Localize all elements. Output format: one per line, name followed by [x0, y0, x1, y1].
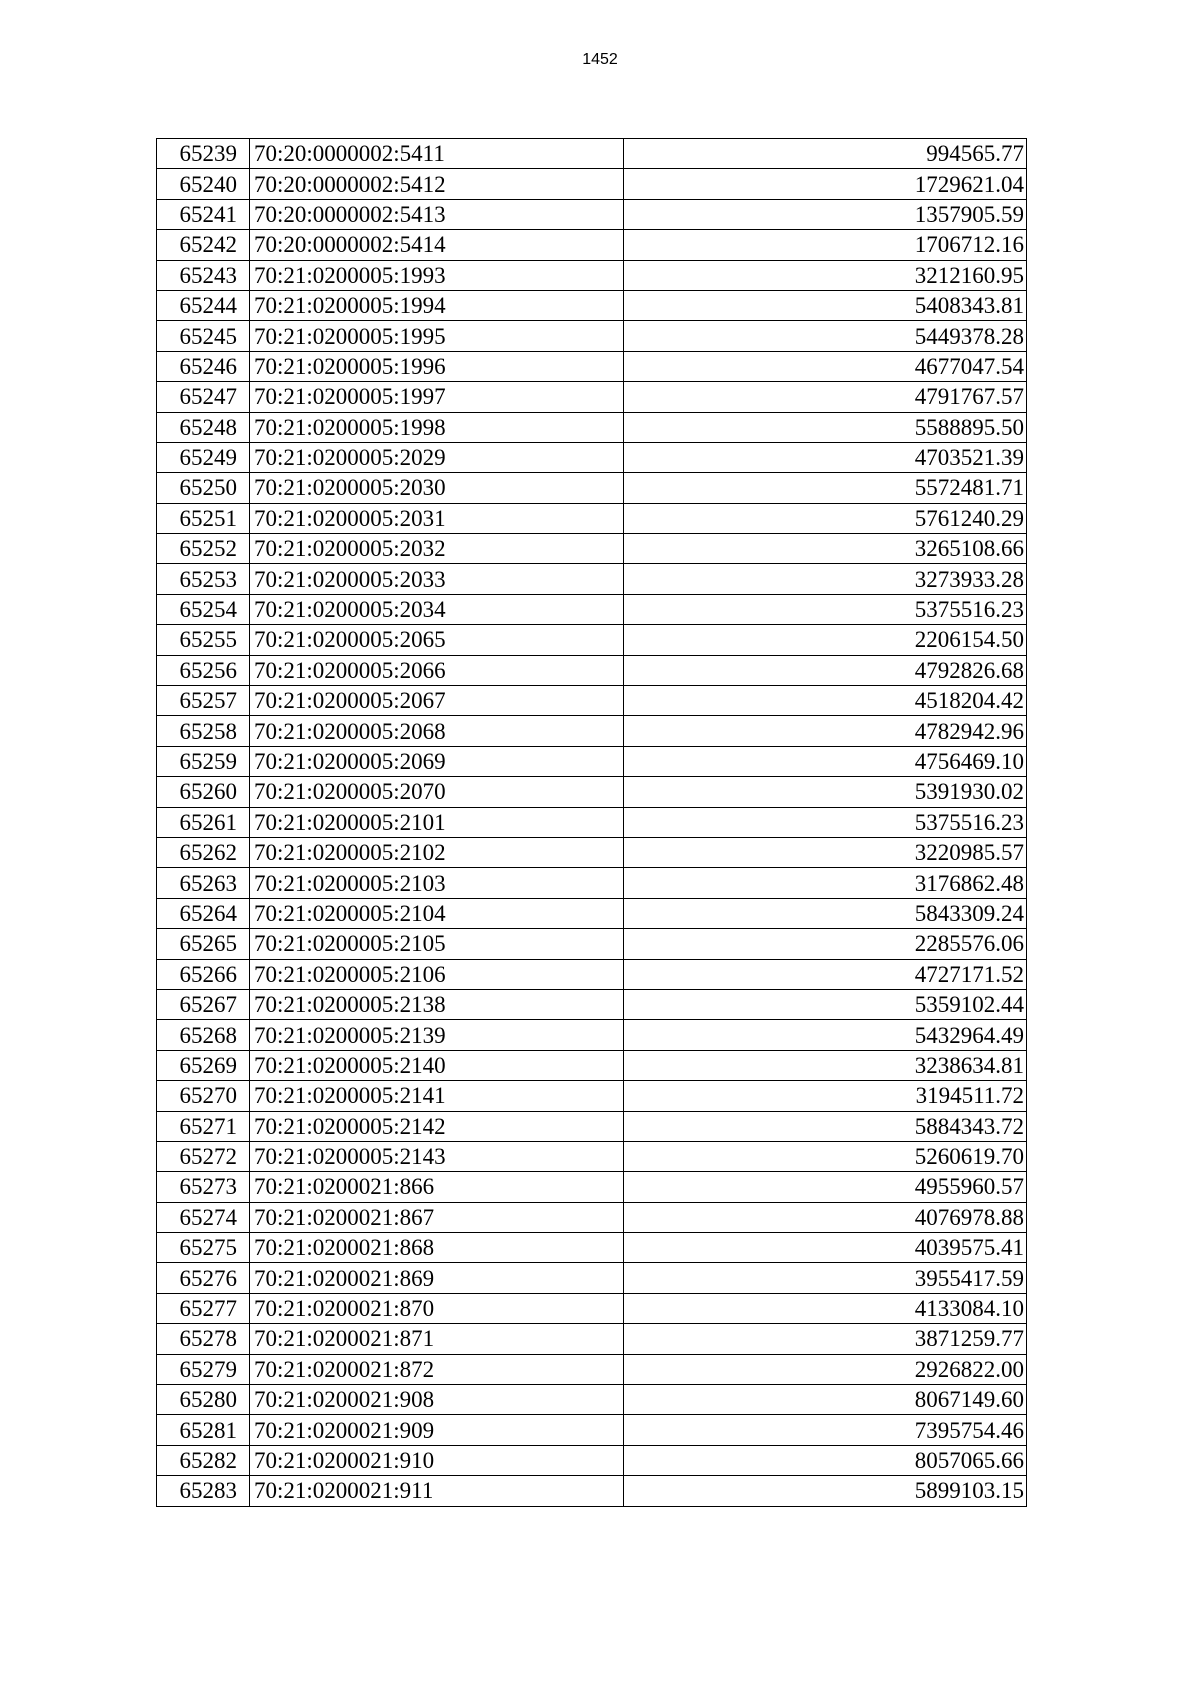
- cadastral-number-cell: 70:21:0200005:2106: [250, 959, 624, 989]
- row-number-cell: 65257: [157, 686, 250, 716]
- cadastral-number-cell: 70:21:0200021:910: [250, 1445, 624, 1475]
- table-row: [157, 534, 1027, 564]
- table-row: [157, 382, 1027, 412]
- cadastral-value-cell: 3194511.72: [624, 1081, 1027, 1111]
- cadastral-number-cell: 70:21:0200005:2070: [250, 777, 624, 807]
- table-row: [157, 1141, 1027, 1171]
- cadastral-value-cell: 4756469.10: [624, 746, 1027, 776]
- cadastral-number-cell: 70:21:0200005:2066: [250, 655, 624, 685]
- cadastral-value-cell: 5359102.44: [624, 989, 1027, 1019]
- cadastral-number-cell: 70:21:0200005:1994: [250, 290, 624, 320]
- cadastral-number-cell: 70:20:0000002:5411: [250, 139, 624, 169]
- row-number-cell: 65281: [157, 1415, 250, 1445]
- cadastral-value-cell: 5761240.29: [624, 503, 1027, 533]
- cadastral-number-cell: 70:21:0200005:2031: [250, 503, 624, 533]
- cadastral-value-cell: 4782942.96: [624, 716, 1027, 746]
- table-row: [157, 1354, 1027, 1384]
- cadastral-number-cell: 70:21:0200005:2101: [250, 807, 624, 837]
- row-number-cell: 65266: [157, 959, 250, 989]
- cadastral-number-cell: 70:21:0200005:2104: [250, 898, 624, 928]
- cadastral-number-cell: 70:21:0200005:2032: [250, 534, 624, 564]
- row-number-cell: 65272: [157, 1141, 250, 1171]
- table-row: [157, 686, 1027, 716]
- row-number-cell: 65254: [157, 594, 250, 624]
- table-row: [157, 139, 1027, 169]
- table-row: [157, 625, 1027, 655]
- cadastral-number-cell: 70:21:0200005:1995: [250, 321, 624, 351]
- row-number-cell: 65258: [157, 716, 250, 746]
- cadastral-number-cell: 70:20:0000002:5412: [250, 169, 624, 199]
- row-number-cell: 65244: [157, 290, 250, 320]
- table-row: [157, 503, 1027, 533]
- table-row: [157, 1476, 1027, 1506]
- cadastral-number-cell: 70:21:0200021:908: [250, 1385, 624, 1415]
- cadastral-value-cell: 4792826.68: [624, 655, 1027, 685]
- cadastral-number-cell: 70:21:0200021:872: [250, 1354, 624, 1384]
- cadastral-value-cell: 5432964.49: [624, 1020, 1027, 1050]
- table-row: [157, 1263, 1027, 1293]
- table-row: [157, 1050, 1027, 1080]
- cadastral-number-cell: 70:21:0200021:866: [250, 1172, 624, 1202]
- table-row: [157, 898, 1027, 928]
- table-row: [157, 199, 1027, 229]
- table-row: [157, 169, 1027, 199]
- row-number-cell: 65277: [157, 1293, 250, 1323]
- cadastral-number-cell: 70:21:0200021:868: [250, 1233, 624, 1263]
- table-row: [157, 1324, 1027, 1354]
- row-number-cell: 65267: [157, 989, 250, 1019]
- cadastral-number-cell: 70:21:0200005:2138: [250, 989, 624, 1019]
- table-row: [157, 868, 1027, 898]
- cadastral-value-cell: 5391930.02: [624, 777, 1027, 807]
- table-row: [157, 290, 1027, 320]
- cadastral-value-cell: 2926822.00: [624, 1354, 1027, 1384]
- cadastral-value-cell: 5572481.71: [624, 473, 1027, 503]
- table-row: [157, 1293, 1027, 1323]
- table-row: [157, 412, 1027, 442]
- row-number-cell: 65247: [157, 382, 250, 412]
- row-number-cell: 65242: [157, 230, 250, 260]
- cadastral-value-cell: 3265108.66: [624, 534, 1027, 564]
- cadastral-value-cell: 3220985.57: [624, 837, 1027, 867]
- cadastral-number-cell: 70:21:0200021:909: [250, 1415, 624, 1445]
- row-number-cell: 65265: [157, 929, 250, 959]
- row-number-cell: 65240: [157, 169, 250, 199]
- row-number-cell: 65251: [157, 503, 250, 533]
- cadastral-value-cell: 994565.77: [624, 139, 1027, 169]
- table-row: [157, 1445, 1027, 1475]
- cadastral-value-cell: 5884343.72: [624, 1111, 1027, 1141]
- table-row: [157, 989, 1027, 1019]
- table-row: [157, 807, 1027, 837]
- cadastral-number-cell: 70:20:0000002:5414: [250, 230, 624, 260]
- row-number-cell: 65279: [157, 1354, 250, 1384]
- cadastral-number-cell: 70:21:0200005:2102: [250, 837, 624, 867]
- row-number-cell: 65249: [157, 442, 250, 472]
- table-row: [157, 655, 1027, 685]
- cadastral-value-cell: 8067149.60: [624, 1385, 1027, 1415]
- row-number-cell: 65245: [157, 321, 250, 351]
- table-body: [157, 139, 1027, 1507]
- table-row: [157, 1233, 1027, 1263]
- table-row: [157, 929, 1027, 959]
- cadastral-number-cell: 70:21:0200005:2142: [250, 1111, 624, 1141]
- table-row: [157, 1111, 1027, 1141]
- cadastral-number-cell: 70:21:0200005:2103: [250, 868, 624, 898]
- row-number-cell: 65283: [157, 1476, 250, 1506]
- row-number-cell: 65259: [157, 746, 250, 776]
- cadastral-value-cell: 4133084.10: [624, 1293, 1027, 1323]
- table-row: [157, 837, 1027, 867]
- cadastral-number-cell: 70:21:0200021:911: [250, 1476, 624, 1506]
- cadastral-number-cell: 70:21:0200021:871: [250, 1324, 624, 1354]
- cadastral-number-cell: 70:21:0200005:1996: [250, 351, 624, 381]
- table-row: [157, 959, 1027, 989]
- cadastral-value-cell: 4518204.42: [624, 686, 1027, 716]
- cadastral-number-cell: 70:21:0200005:2105: [250, 929, 624, 959]
- row-number-cell: 65255: [157, 625, 250, 655]
- table-row: [157, 1202, 1027, 1232]
- row-number-cell: 65275: [157, 1233, 250, 1263]
- table-row: [157, 1020, 1027, 1050]
- row-number-cell: 65253: [157, 564, 250, 594]
- row-number-cell: 65278: [157, 1324, 250, 1354]
- cadastral-number-cell: 70:21:0200005:2065: [250, 625, 624, 655]
- cadastral-value-cell: 4791767.57: [624, 382, 1027, 412]
- row-number-cell: 65268: [157, 1020, 250, 1050]
- cadastral-value-cell: 4727171.52: [624, 959, 1027, 989]
- cadastral-number-cell: 70:20:0000002:5413: [250, 199, 624, 229]
- row-number-cell: 65262: [157, 837, 250, 867]
- cadastral-value-table: [156, 138, 1027, 1507]
- row-number-cell: 65263: [157, 868, 250, 898]
- table-row: [157, 777, 1027, 807]
- cadastral-value-cell: 5449378.28: [624, 321, 1027, 351]
- table-row: [157, 230, 1027, 260]
- cadastral-number-cell: 70:21:0200005:2067: [250, 686, 624, 716]
- cadastral-number-cell: 70:21:0200005:2140: [250, 1050, 624, 1080]
- cadastral-value-cell: 3212160.95: [624, 260, 1027, 290]
- cadastral-number-cell: 70:21:0200005:2030: [250, 473, 624, 503]
- row-number-cell: 65252: [157, 534, 250, 564]
- cadastral-value-cell: 5375516.23: [624, 807, 1027, 837]
- cadastral-number-cell: 70:21:0200005:2068: [250, 716, 624, 746]
- cadastral-value-cell: 4039575.41: [624, 1233, 1027, 1263]
- table-row: [157, 1081, 1027, 1111]
- cadastral-number-cell: 70:21:0200005:1997: [250, 382, 624, 412]
- table-row: [157, 1385, 1027, 1415]
- cadastral-value-cell: 3955417.59: [624, 1263, 1027, 1293]
- cadastral-value-cell: 5843309.24: [624, 898, 1027, 928]
- row-number-cell: 65273: [157, 1172, 250, 1202]
- cadastral-number-cell: 70:21:0200021:867: [250, 1202, 624, 1232]
- cadastral-value-cell: 1729621.04: [624, 169, 1027, 199]
- row-number-cell: 65241: [157, 199, 250, 229]
- cadastral-number-cell: 70:21:0200005:2143: [250, 1141, 624, 1171]
- cadastral-value-cell: 5899103.15: [624, 1476, 1027, 1506]
- cadastral-value-cell: 4955960.57: [624, 1172, 1027, 1202]
- page-number: 1452: [582, 51, 618, 68]
- table-row: [157, 564, 1027, 594]
- cadastral-value-cell: 5408343.81: [624, 290, 1027, 320]
- row-number-cell: 65243: [157, 260, 250, 290]
- cadastral-value-cell: 1357905.59: [624, 199, 1027, 229]
- table-row: [157, 1172, 1027, 1202]
- cadastral-value-cell: 1706712.16: [624, 230, 1027, 260]
- cadastral-number-cell: 70:21:0200005:1993: [250, 260, 624, 290]
- table-row: [157, 746, 1027, 776]
- cadastral-number-cell: 70:21:0200005:1998: [250, 412, 624, 442]
- cadastral-value-cell: 4703521.39: [624, 442, 1027, 472]
- cadastral-value-cell: 5588895.50: [624, 412, 1027, 442]
- cadastral-value-cell: 4677047.54: [624, 351, 1027, 381]
- row-number-cell: 65269: [157, 1050, 250, 1080]
- row-number-cell: 65248: [157, 412, 250, 442]
- row-number-cell: 65264: [157, 898, 250, 928]
- row-number-cell: 65256: [157, 655, 250, 685]
- row-number-cell: 65276: [157, 1263, 250, 1293]
- table-row: [157, 1415, 1027, 1445]
- table-row: [157, 321, 1027, 351]
- cadastral-number-cell: 70:21:0200005:2069: [250, 746, 624, 776]
- row-number-cell: 65280: [157, 1385, 250, 1415]
- row-number-cell: 65246: [157, 351, 250, 381]
- cadastral-number-cell: 70:21:0200005:2141: [250, 1081, 624, 1111]
- cadastral-number-cell: 70:21:0200005:2139: [250, 1020, 624, 1050]
- cadastral-number-cell: 70:21:0200005:2033: [250, 564, 624, 594]
- row-number-cell: 65261: [157, 807, 250, 837]
- cadastral-value-cell: 3176862.48: [624, 868, 1027, 898]
- cadastral-value-cell: 3273933.28: [624, 564, 1027, 594]
- cadastral-value-cell: 5260619.70: [624, 1141, 1027, 1171]
- cadastral-value-cell: 5375516.23: [624, 594, 1027, 624]
- table-row: [157, 594, 1027, 624]
- cadastral-value-cell: 3238634.81: [624, 1050, 1027, 1080]
- cadastral-number-cell: 70:21:0200005:2034: [250, 594, 624, 624]
- row-number-cell: 65282: [157, 1445, 250, 1475]
- row-number-cell: 65274: [157, 1202, 250, 1232]
- table-row: [157, 260, 1027, 290]
- cadastral-value-cell: 4076978.88: [624, 1202, 1027, 1232]
- cadastral-number-cell: 70:21:0200021:869: [250, 1263, 624, 1293]
- row-number-cell: 65239: [157, 139, 250, 169]
- table-row: [157, 351, 1027, 381]
- row-number-cell: 65270: [157, 1081, 250, 1111]
- cadastral-value-cell: 3871259.77: [624, 1324, 1027, 1354]
- row-number-cell: 65260: [157, 777, 250, 807]
- cadastral-number-cell: 70:21:0200021:870: [250, 1293, 624, 1323]
- cadastral-value-cell: 2206154.50: [624, 625, 1027, 655]
- table-row: [157, 442, 1027, 472]
- table-row: [157, 716, 1027, 746]
- cadastral-number-cell: 70:21:0200005:2029: [250, 442, 624, 472]
- cadastral-value-cell: 7395754.46: [624, 1415, 1027, 1445]
- cadastral-value-cell: 8057065.66: [624, 1445, 1027, 1475]
- table-row: [157, 473, 1027, 503]
- row-number-cell: 65250: [157, 473, 250, 503]
- cadastral-value-cell: 2285576.06: [624, 929, 1027, 959]
- row-number-cell: 65271: [157, 1111, 250, 1141]
